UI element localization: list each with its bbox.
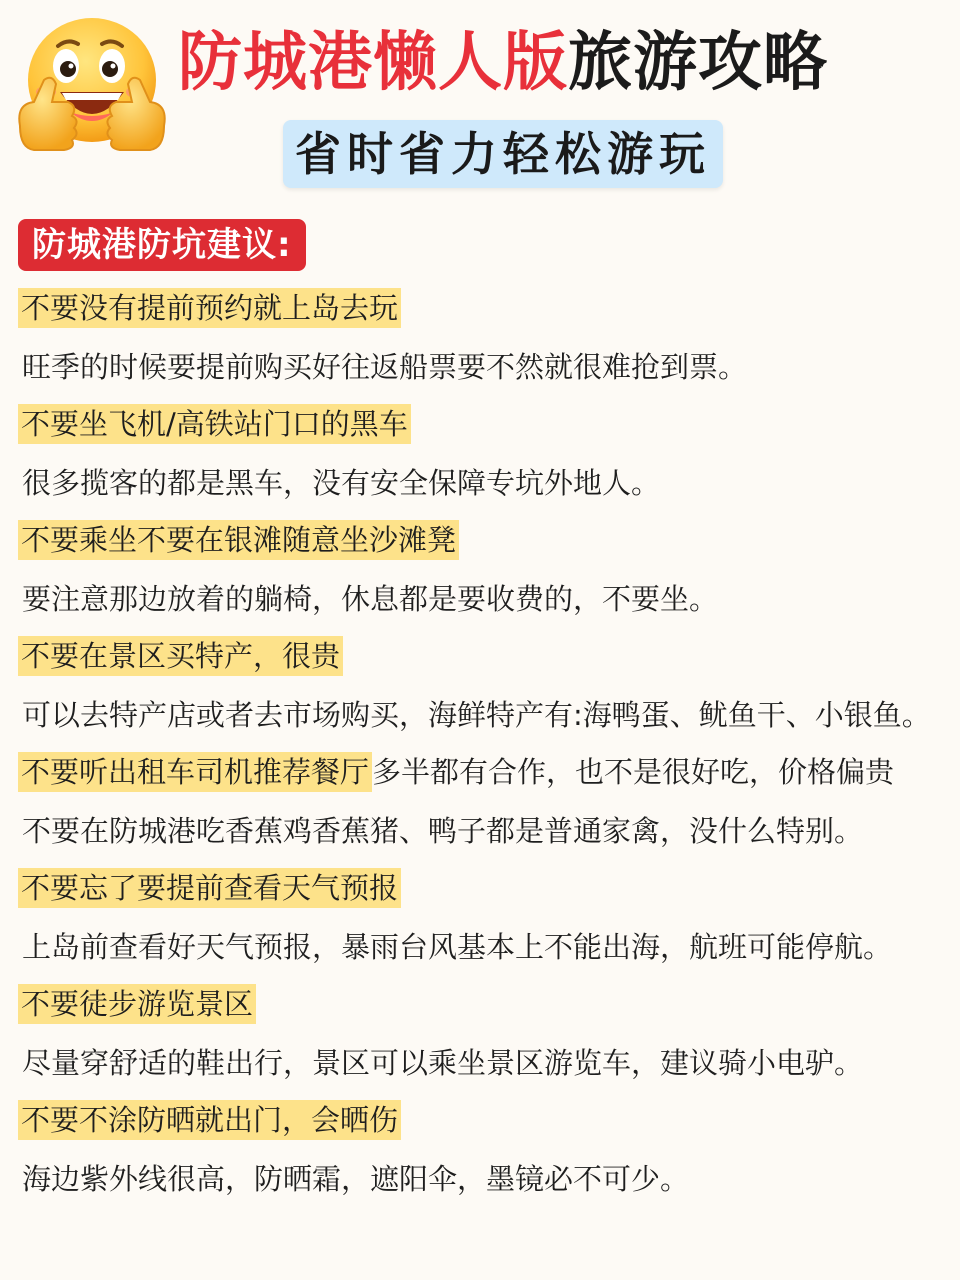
title-dark-part: 旅游攻略 <box>568 26 828 100</box>
tip-title: 不要徒步游览景区 <box>18 984 256 1024</box>
tip-body: 旺季的时候要提前购买好往返船票要不然就很难抢到票。 <box>22 350 748 384</box>
page-title <box>178 18 958 108</box>
tip-body: 很多揽客的都是黑车，没有安全保障专坑外地人。 <box>22 466 661 500</box>
tip-item <box>0 288 960 396</box>
tip-item <box>0 868 960 976</box>
tip-item <box>0 752 960 860</box>
tip-title: 不要不涂防晒就出门，会晒伤 <box>18 1100 401 1140</box>
title-red-part: 防城港懒人版 <box>178 26 568 100</box>
tip-item <box>0 636 960 744</box>
header <box>0 0 960 205</box>
tip-body: 上岛前查看好天气预报，暴雨台风基本上不能出海，航班可能停航。 <box>22 930 893 964</box>
tip-body: 要注意那边放着的躺椅，休息都是要收费的，不要坐。 <box>22 582 719 616</box>
tip-item <box>0 1100 960 1208</box>
smiling-thumbs-up-emoji-icon <box>8 8 176 176</box>
tip-title-continuation: 多半都有合作，也不是很好吃，价格偏贵 <box>372 755 895 789</box>
tip-title: 不要在景区买特产，很贵 <box>18 636 343 676</box>
section-heading: 防城港防坑建议: <box>18 219 306 271</box>
subtitle-banner: 省时省力轻松游玩 <box>283 120 723 188</box>
tip-item <box>0 404 960 512</box>
tip-item <box>0 520 960 628</box>
tip-title: 不要坐飞机/高铁站门口的黑车 <box>18 404 411 444</box>
tip-body: 海边紫外线很高，防晒霜，遮阳伞，墨镜必不可少。 <box>22 1162 690 1196</box>
tip-body: 尽量穿舒适的鞋出行，景区可以乘坐景区游览车，建议骑小电驴。 <box>22 1046 864 1080</box>
tip-title: 不要乘坐不要在银滩随意坐沙滩凳 <box>18 520 459 560</box>
tip-title: 不要没有提前预约就上岛去玩 <box>18 288 401 328</box>
tip-title: 不要听出租车司机推荐餐厅 <box>18 752 372 792</box>
tip-body: 可以去特产店或者去市场购买，海鲜特产有:海鸭蛋、鱿鱼干、小银鱼。 <box>22 698 931 732</box>
tips-list <box>0 288 960 1208</box>
tip-item <box>0 984 960 1092</box>
tip-title: 不要忘了要提前查看天气预报 <box>18 868 401 908</box>
tip-body: 不要在防城港吃香蕉鸡香蕉猪、鸭子都是普通家禽，没什么特别。 <box>22 814 864 848</box>
